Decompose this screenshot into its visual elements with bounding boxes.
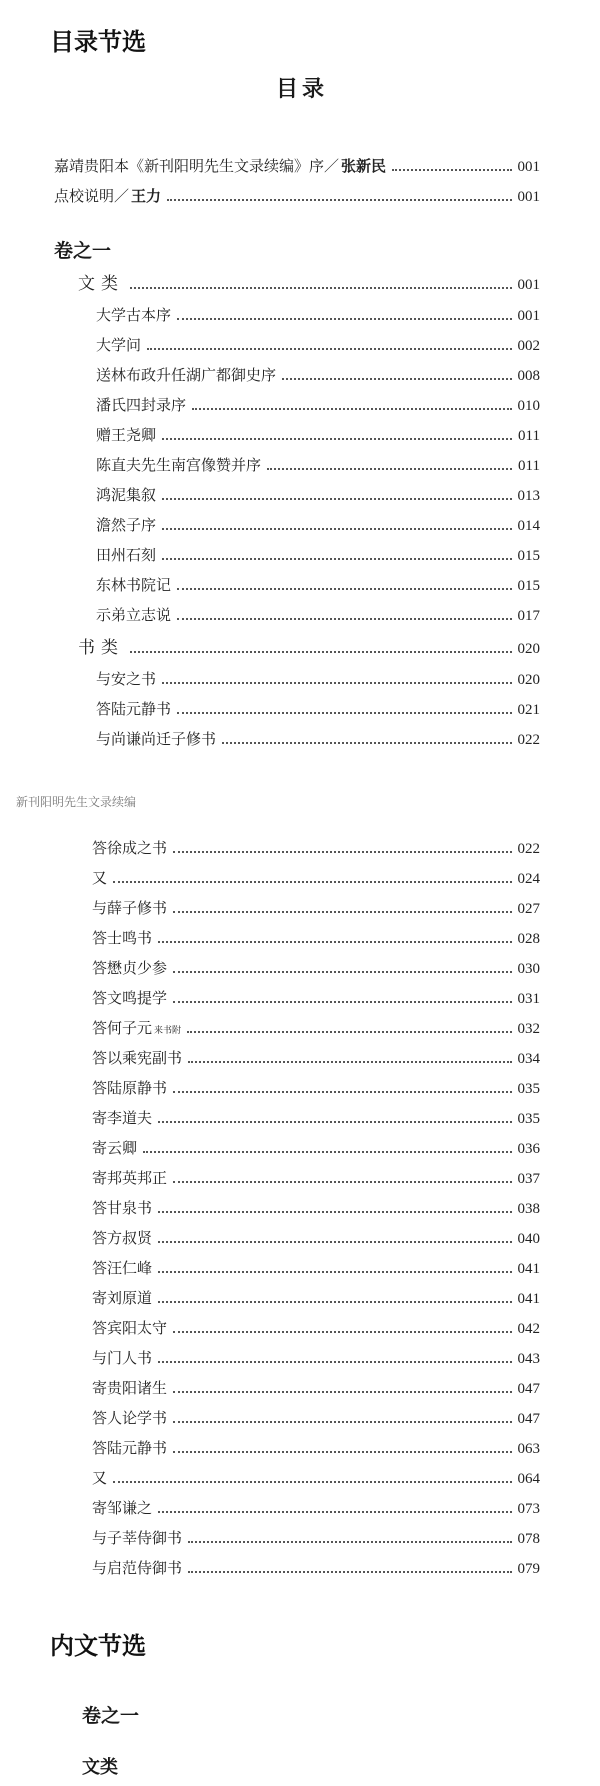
leader-dots [267, 468, 512, 470]
toc-entry-title: 又 [92, 1469, 108, 1487]
toc-entry-title: 大学问 [96, 336, 142, 354]
toc-page-number: 001 [517, 277, 540, 293]
toc-entry-title: 澹然子序 [96, 516, 157, 534]
toc-entry [92, 1226, 540, 1248]
toc-entry-title: 寄邹谦之 [92, 1499, 153, 1517]
leader-dots [173, 1421, 511, 1423]
toc-page-number: 040 [517, 1231, 540, 1247]
toc-front-notes [54, 184, 540, 206]
leader-dots [158, 1241, 511, 1243]
body-volume-heading: 卷之一 [82, 1705, 140, 1727]
category-label: 书类 [78, 638, 124, 658]
section-title-toc-excerpt: 目录节选 [50, 28, 146, 56]
toc-entry-title: 示弟立志说 [96, 606, 172, 624]
toc-entry-title: 与尚谦尚迁子修书 [96, 730, 217, 748]
toc-entry-title: 寄李道夫 [92, 1109, 153, 1127]
toc-page-number: 047 [517, 1411, 540, 1427]
toc-entry [92, 1046, 540, 1068]
toc-entry-title: 寄邦英邦正 [92, 1169, 168, 1187]
toc-entry-title: 答文鸣提学 [92, 989, 168, 1007]
toc-page-number: 027 [517, 901, 540, 917]
section-title-text-excerpt: 内文节选 [50, 1632, 146, 1660]
leader-dots [130, 651, 512, 653]
leader-dots [177, 318, 511, 320]
volume-heading: 卷之一 [54, 240, 112, 262]
toc-entry-title: 赠王尧卿 [96, 426, 157, 444]
toc-entry [92, 1406, 540, 1428]
toc-entry-title: 田州石刻 [96, 546, 157, 564]
leader-dots [173, 971, 511, 973]
running-header: 新刊阳明先生文录续编 [16, 795, 137, 809]
toc-entry [96, 573, 540, 595]
toc-title: 目录 [276, 76, 329, 102]
toc-entry [96, 483, 540, 505]
toc-page-number: 032 [517, 1021, 540, 1037]
toc-entry-title: 答甘泉书 [92, 1199, 153, 1217]
toc-entry [96, 543, 540, 565]
toc-entry [92, 1556, 540, 1578]
toc-entry-title: 潘氏四封录序 [96, 396, 187, 414]
leader-dots [188, 1541, 511, 1543]
toc-entry [92, 1256, 540, 1278]
toc-entry [92, 1436, 540, 1458]
toc-entry-title: 点校说明／ 王力 [54, 187, 162, 205]
toc-entry [92, 1136, 540, 1158]
toc-entry-title: 答陆元静书 [92, 1439, 168, 1457]
toc-entry [92, 1466, 540, 1488]
toc-page-number: 013 [517, 488, 540, 504]
leader-dots [162, 528, 511, 530]
toc-entry-title: 答陆元静书 [96, 700, 172, 718]
toc-page-number: 047 [517, 1381, 540, 1397]
toc-entry-title: 与启范侍御书 [92, 1559, 183, 1577]
toc-page-number: 001 [517, 159, 540, 175]
toc-page-number: 078 [517, 1531, 540, 1547]
toc-entry [96, 727, 540, 749]
toc-entry [92, 1526, 540, 1548]
body-category-heading: 文类 [82, 1757, 118, 1778]
toc-page-number: 014 [517, 518, 540, 534]
toc-page-number: 042 [517, 1321, 540, 1337]
toc-entry [92, 956, 540, 978]
toc-entry [92, 1496, 540, 1518]
toc-page-number: 073 [517, 1501, 540, 1517]
toc-entry-title: 答何子元 来书附 [92, 1019, 182, 1037]
leader-dots [158, 1301, 511, 1303]
toc-entry [96, 697, 540, 719]
toc-page-number: 011 [518, 428, 540, 444]
leader-dots [167, 199, 511, 201]
toc-entry-author: 张新民 [341, 157, 387, 175]
toc-page-number: 001 [517, 308, 540, 324]
toc-entry [92, 1286, 540, 1308]
toc-entry-title: 答方叔贤 [92, 1229, 153, 1247]
toc-entry-title: 与子莘侍御书 [92, 1529, 183, 1547]
toc-entry [92, 1166, 540, 1188]
leader-dots [113, 881, 511, 883]
toc-page-number: 017 [517, 608, 540, 624]
toc-entry [92, 866, 540, 888]
toc-entry [96, 363, 540, 385]
toc-entry-title: 寄刘原道 [92, 1289, 153, 1307]
leader-dots [173, 851, 511, 853]
toc-entry-title: 答汪仁峰 [92, 1259, 153, 1277]
leader-dots [222, 742, 511, 744]
leader-dots [177, 712, 511, 714]
toc-entry [92, 1016, 540, 1038]
toc-entry-title: 与薛子修书 [92, 899, 168, 917]
toc-entry [92, 1316, 540, 1338]
leader-dots [187, 1031, 511, 1033]
category-label: 文类 [78, 274, 124, 294]
toc-category-wen [78, 270, 540, 294]
toc-page-number: 038 [517, 1201, 540, 1217]
toc-page-number: 035 [517, 1111, 540, 1127]
leader-dots [158, 1211, 511, 1213]
toc-entry-title: 答宾阳太守 [92, 1319, 168, 1337]
toc-entry-title: 陈直夫先生南宫像赞并序 [96, 456, 262, 474]
toc-entry-title: 答懋贞少参 [92, 959, 168, 977]
leader-dots [282, 378, 511, 380]
leader-dots [113, 1481, 511, 1483]
leader-dots [173, 1091, 511, 1093]
leader-dots [188, 1061, 511, 1063]
toc-page-number: 079 [517, 1561, 540, 1577]
toc-entry [92, 926, 540, 948]
toc-entry [96, 303, 540, 325]
leader-dots [158, 1511, 511, 1513]
leader-dots [147, 348, 511, 350]
leader-dots [173, 1391, 511, 1393]
toc-page-number: 022 [517, 841, 540, 857]
toc-entry [92, 1106, 540, 1128]
leader-dots [158, 1361, 511, 1363]
toc-entry [96, 667, 540, 689]
toc-entry-title: 又 [92, 869, 108, 887]
toc-entry [92, 986, 540, 1008]
toc-entry-title: 大学古本序 [96, 306, 172, 324]
toc-page-number: 041 [517, 1291, 540, 1307]
leader-dots [162, 438, 512, 440]
leader-dots [158, 1271, 511, 1273]
leader-dots [173, 1181, 511, 1183]
toc-entry-title: 答人论学书 [92, 1409, 168, 1427]
toc-entry [92, 1076, 540, 1098]
toc-page-number: 024 [517, 871, 540, 887]
toc-front-preface [54, 154, 540, 176]
leader-dots [177, 618, 511, 620]
leader-dots [173, 911, 511, 913]
toc-page-number: 031 [517, 991, 540, 1007]
toc-page-number: 021 [517, 702, 540, 718]
leader-dots [173, 1331, 511, 1333]
toc-entry-title: 寄云卿 [92, 1139, 138, 1157]
leader-dots [158, 1121, 511, 1123]
toc-entry [92, 1196, 540, 1218]
toc-entry [96, 423, 540, 445]
toc-page-number: 008 [517, 368, 540, 384]
toc-page-number: 001 [517, 189, 540, 205]
toc-page-number: 041 [517, 1261, 540, 1277]
toc-entry-title: 答以乘宪副书 [92, 1049, 183, 1067]
toc-entry [92, 1376, 540, 1398]
toc-entry-author: 王力 [131, 187, 162, 205]
toc-entry-title: 答士鸣书 [92, 929, 153, 947]
toc-page-number: 035 [517, 1081, 540, 1097]
leader-dots [162, 558, 511, 560]
toc-entry-title: 鸿泥集叙 [96, 486, 157, 504]
toc-entry [92, 896, 540, 918]
toc-category-shu [78, 634, 540, 658]
toc-entry [96, 333, 540, 355]
leader-dots [177, 588, 511, 590]
leader-dots [130, 287, 512, 289]
toc-entry [92, 836, 540, 858]
toc-entry-title: 东林书院记 [96, 576, 172, 594]
leader-dots [162, 498, 511, 500]
toc-entry [96, 393, 540, 415]
leader-dots [173, 1001, 511, 1003]
leader-dots [162, 682, 511, 684]
toc-entry-note: 来书附 [154, 1026, 182, 1036]
toc-page-number: 064 [517, 1471, 540, 1487]
toc-page-number: 030 [517, 961, 540, 977]
toc-page-number: 028 [517, 931, 540, 947]
toc-page-number: 002 [517, 338, 540, 354]
leader-dots [192, 408, 511, 410]
toc-entry [96, 453, 540, 475]
toc-entry [96, 513, 540, 535]
toc-entry-title: 送林布政升任湖广都御史序 [96, 366, 277, 384]
toc-entry [96, 603, 540, 625]
toc-page-number: 036 [517, 1141, 540, 1157]
toc-page-number: 011 [518, 458, 540, 474]
toc-page-number: 034 [517, 1051, 540, 1067]
toc-entry [92, 1346, 540, 1368]
toc-page-number: 020 [517, 672, 540, 688]
toc-entry-title: 答徐成之书 [92, 839, 168, 857]
leader-dots [158, 941, 511, 943]
toc-entry-title: 答陆原静书 [92, 1079, 168, 1097]
leader-dots [188, 1571, 511, 1573]
toc-entry-title: 寄贵阳诸生 [92, 1379, 168, 1397]
toc-page-number: 063 [517, 1441, 540, 1457]
toc-page-number: 037 [517, 1171, 540, 1187]
leader-dots [392, 169, 511, 171]
toc-entry-title: 与安之书 [96, 670, 157, 688]
toc-page-number: 022 [517, 732, 540, 748]
toc-page-number: 043 [517, 1351, 540, 1367]
toc-page-number: 015 [517, 578, 540, 594]
toc-page-number: 010 [517, 398, 540, 414]
toc-entry-title: 与门人书 [92, 1349, 153, 1367]
leader-dots [143, 1151, 511, 1153]
leader-dots [173, 1451, 511, 1453]
toc-page-number: 020 [517, 641, 540, 657]
toc-entry-title: 嘉靖贵阳本《新刊阳明先生文录续编》序／ 张新民 [54, 157, 387, 175]
toc-page-number: 015 [517, 548, 540, 564]
